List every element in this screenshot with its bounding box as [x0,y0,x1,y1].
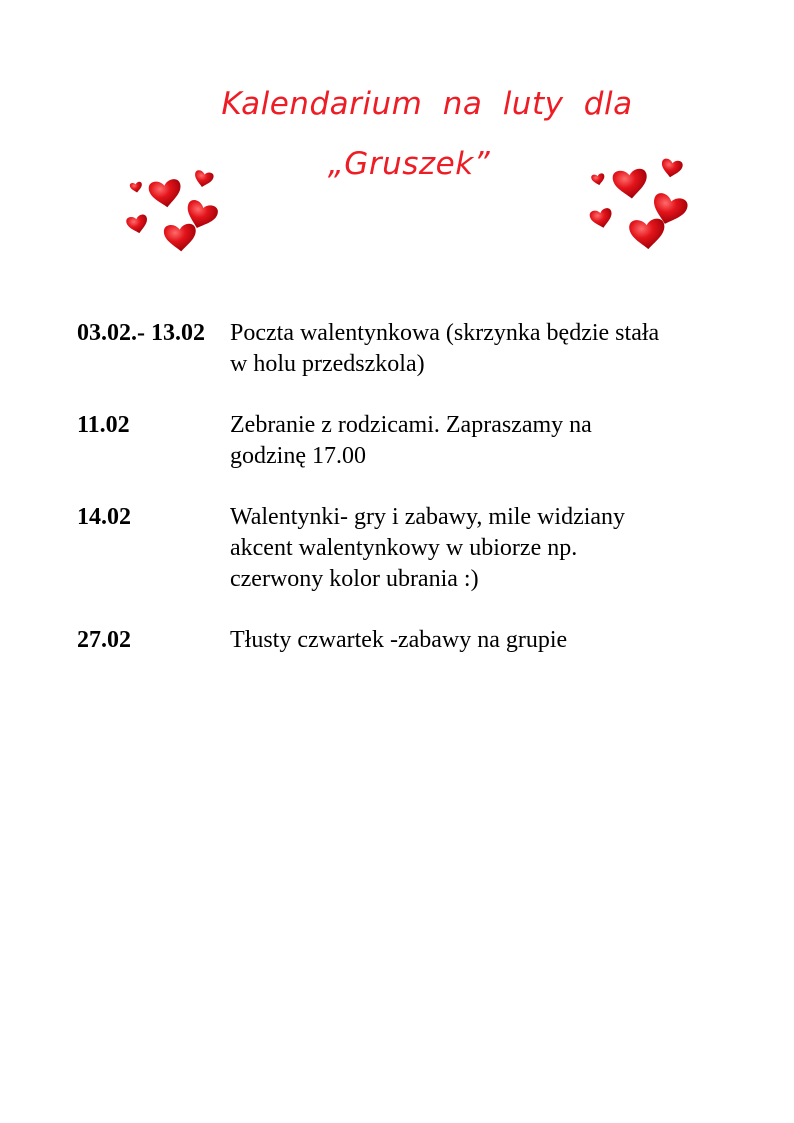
group-name-title: „Gruszek” [327,146,491,182]
event-item [77,318,717,380]
event-date: 14.02 [77,504,131,530]
event-date: 03.02.- 13.02 [77,320,205,346]
heart-icon [591,173,606,186]
event-date: 11.02 [77,412,130,438]
heart-icon [589,207,614,230]
event-date: 27.02 [77,627,131,653]
heart-icon [148,178,183,209]
heart-icon [629,218,666,250]
hearts-right-icon [580,140,704,266]
events-list [77,318,717,686]
event-description: Tłusty czwartek -zabawy na grupie [230,627,568,653]
heart-icon [125,214,149,236]
event-description: Poczta walentynkowa (skrzynka będzie stała w holu przedszkola) [230,320,660,377]
heart-icon [660,158,684,179]
event-description: Walentynki- gry i zabawy, mile widziany akcent walentynkowy w ubiorze np. czerwony kolor ubrania :) [230,504,626,592]
document-title: Kalendarium na luty dla [221,86,633,122]
heart-icon [193,170,215,189]
event-description: Zebranie z rodzicami. Zapraszamy na godzinę 17.00 [230,412,592,469]
hearts-left-icon [118,150,230,268]
event-item [77,502,717,595]
event-item [77,410,717,472]
event-item [77,625,717,656]
heart-icon [129,181,143,193]
heart-icon [612,168,649,200]
heart-icon [163,223,197,252]
